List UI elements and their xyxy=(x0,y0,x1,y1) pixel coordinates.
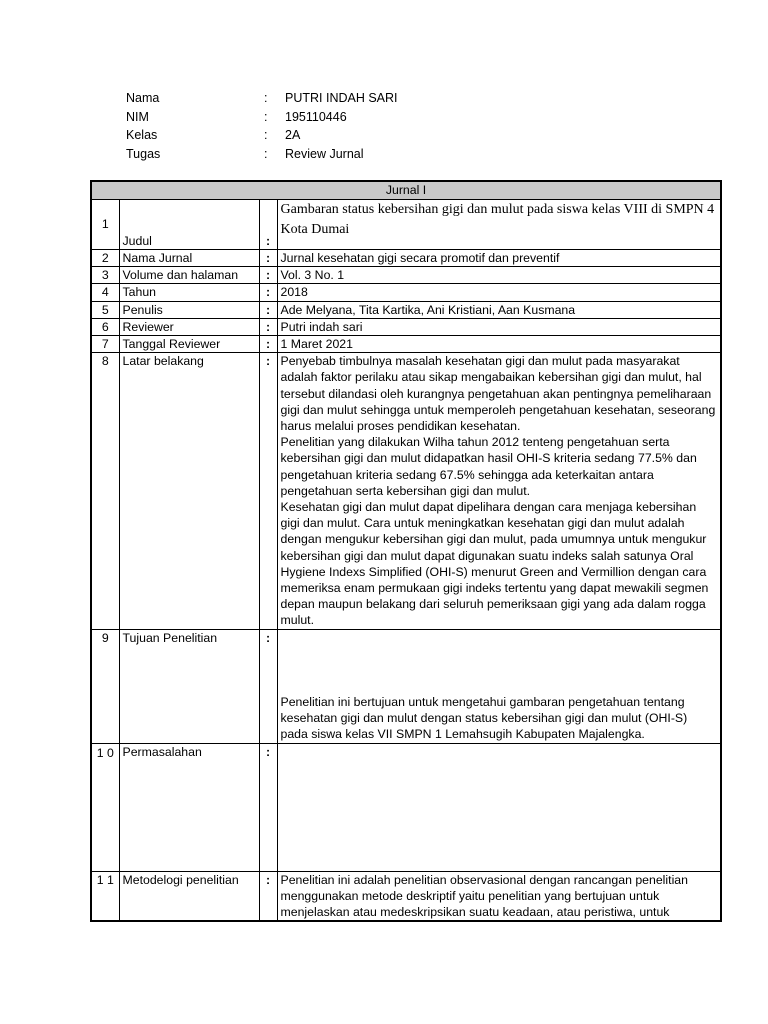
info-row-tugas xyxy=(126,145,398,164)
info-row-nim xyxy=(126,108,398,127)
row-value-volume: Vol. 3 No. 1 xyxy=(277,267,721,284)
info-label: NIM xyxy=(126,109,149,124)
table-row xyxy=(91,200,721,250)
row-number: 5 xyxy=(91,301,119,318)
row-value-reviewer: Putri indah sari xyxy=(277,318,721,335)
table-row xyxy=(91,871,721,921)
row-label: Reviewer xyxy=(119,318,259,335)
row-value-tujuan: Penelitian ini bertujuan untuk mengetahui gambaran pengetahuan tentang kesehatan gigi dan mulut dengan status kebersihan gigi dan mulut (OHI-S) pada siswa kelas VII SMPN 1 Lemahsugih Kabupaten Majalengka. xyxy=(277,629,721,743)
table-row xyxy=(91,267,721,284)
row-label: Tujuan Penelitian xyxy=(119,629,259,743)
row-label: Nama Jurnal xyxy=(119,250,259,267)
row-value-permasalahan xyxy=(277,743,721,871)
row-colon: : xyxy=(259,871,277,921)
table-row xyxy=(91,318,721,335)
info-label: Tugas xyxy=(126,146,161,161)
table-title: Jurnal I xyxy=(91,181,721,200)
row-number: 1 0 xyxy=(91,743,119,871)
row-colon: : xyxy=(259,318,277,335)
info-colon: : xyxy=(264,146,268,161)
table-row xyxy=(91,250,721,267)
info-label: Nama xyxy=(126,91,160,105)
paragraph: Penyebab timbulnya masalah kesehatan gigi dan mulut pada masyarakat adalah faktor perilaku atau sikap mengabaikan kebersihan gigi dan mulut, hal tersebut dilandasi oleh kurangnya pengetahuan akan pentingnya pemeliharaan gigi dan mulut sehingga untuk memperoleh pengetahuan kesehatan, seseorang harus melalui proses pendidikan kesehatan. xyxy=(280,354,716,434)
row-colon: : xyxy=(259,267,277,284)
journal-review-table xyxy=(90,180,722,922)
paragraph: Penelitian yang dilakukan Wilha tahun 2012 tenteng pengetahuan serta kebersihan gigi dan mulut didapatkan hasil OHI-S kriteria sedang 77.5% dan pengetahuan kriteria sedang 67.5% sehingga ada keterkaitan antara pengetahuan serta kebersihan gigi dan mulut. xyxy=(280,435,697,498)
row-label: Tahun xyxy=(119,284,259,301)
row-value-metodelogi: Penelitian ini adalah penelitian observasional dengan rancangan penelitian menggunakan metode deskriptif yaitu penelitian yang bertujuan untuk menjelaskan atau medeskripsikan suatu keadaan, atau peristiwa, untuk xyxy=(277,871,721,921)
row-value-judul: Gambaran status kebersihan gigi dan mulut pada siswa kelas VIII di SMPN 4 Kota Dumai xyxy=(277,200,721,250)
table-row xyxy=(91,353,721,629)
table-row xyxy=(91,284,721,301)
table-row xyxy=(91,743,721,871)
table-row xyxy=(91,629,721,743)
row-value-tahun: 2018 xyxy=(277,284,721,301)
row-value-nama-jurnal: Jurnal kesehatan gigi secara promotif dan preventif xyxy=(277,250,721,267)
row-value-latar-belakang xyxy=(277,353,721,629)
info-label: Kelas xyxy=(126,128,158,142)
row-colon: : xyxy=(259,743,277,871)
info-value-nim: 195110446 xyxy=(285,109,347,124)
table-title-row xyxy=(91,181,721,200)
row-number: 1 xyxy=(91,200,119,250)
row-colon: : xyxy=(259,301,277,318)
table-row xyxy=(91,336,721,353)
info-row-kelas xyxy=(126,126,398,145)
info-colon: : xyxy=(264,128,268,142)
info-value-tugas: Review Jurnal xyxy=(285,146,364,161)
row-colon: : xyxy=(259,629,277,743)
row-label: Metodelogi penelitian xyxy=(119,871,259,921)
info-colon: : xyxy=(264,91,268,105)
info-value-kelas: 2A xyxy=(285,128,301,142)
row-number: 4 xyxy=(91,284,119,301)
table-row xyxy=(91,301,721,318)
row-colon: : xyxy=(259,200,277,250)
row-label: Permasalahan xyxy=(119,743,259,871)
row-number: 9 xyxy=(91,629,119,743)
row-value-penulis: Ade Melyana, Tita Kartika, Ani Kristiani, Aan Kusmana xyxy=(277,301,721,318)
row-number: 7 xyxy=(91,336,119,353)
info-value-nama: PUTRI INDAH SARI xyxy=(285,91,398,105)
row-label: Latar belakang xyxy=(119,353,259,629)
row-label: Penulis xyxy=(119,301,259,318)
row-colon: : xyxy=(259,250,277,267)
row-colon: : xyxy=(259,353,277,629)
info-row-nama xyxy=(126,89,398,108)
row-number: 1 1 xyxy=(91,871,119,921)
row-label: Volume dan halaman xyxy=(119,267,259,284)
info-colon: : xyxy=(264,109,268,124)
row-value-tanggal: 1 Maret 2021 xyxy=(277,336,721,353)
row-label: Judul xyxy=(119,200,259,250)
row-number: 2 xyxy=(91,250,119,267)
row-number: 3 xyxy=(91,267,119,284)
row-number: 8 xyxy=(91,353,119,629)
row-colon: : xyxy=(259,336,277,353)
paragraph: Kesehatan gigi dan mulut dapat dipelihara dengan cara menjaga kebersihan gigi dan mulut. Cara untuk meningkatkan kesehatan gigi dan mulut adalah dengan mengukur kebersihan gigi dan mulut, pada umumnya untuk mengukur kebersihan gigi dan mulut dapat digunakan suatu indeks salah satunya Oral Hygiene Indexs Simplified (OHI-S) menurut Green and Vermillion dengan cara memeriksa enam permukaan gigi indeks tertentu yang dapat mewakili segmen depan maupun belakang dari seluruh pemeriksaan gigi yang ada dalam rogga mulut. xyxy=(280,500,709,628)
row-colon: : xyxy=(259,284,277,301)
row-number: 6 xyxy=(91,318,119,335)
student-info xyxy=(126,89,398,163)
row-label: Tanggal Reviewer xyxy=(119,336,259,353)
